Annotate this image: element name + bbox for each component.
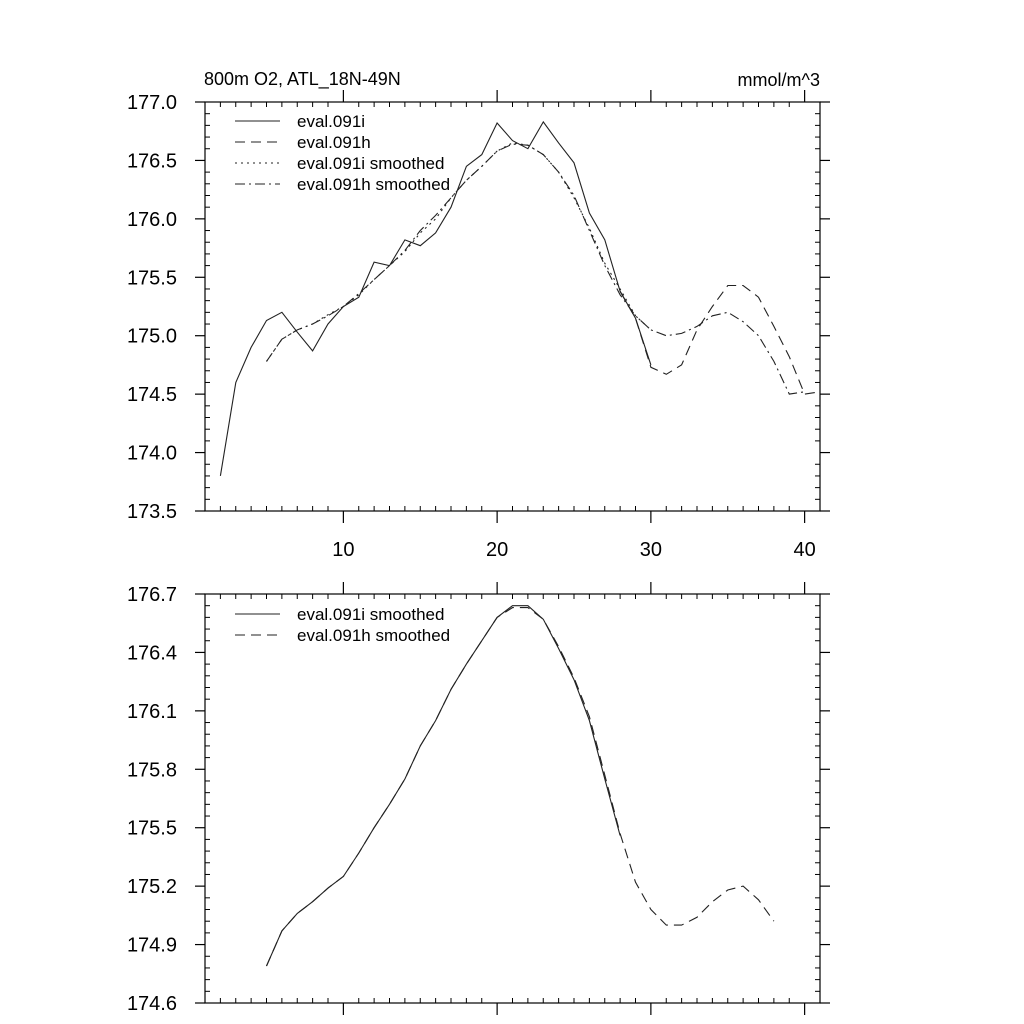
bottom-panel — [127, 582, 830, 1015]
chart-title: 800m O2, ATL_18N-49N — [204, 69, 401, 89]
series-line — [267, 608, 774, 966]
x-tick-label: 10 — [332, 539, 355, 561]
y-tick-label: 175.8 — [126, 759, 177, 782]
legend-label: eval.091h — [297, 133, 371, 152]
series-line — [620, 286, 820, 395]
legend-label: eval.091i smoothed — [297, 154, 445, 173]
top-panel — [127, 90, 830, 561]
y-tick-label: 177.0 — [126, 92, 177, 114]
y-tick-label: 174.9 — [126, 934, 177, 957]
x-tick-label: 30 — [639, 539, 662, 561]
y-tick-label: 175.0 — [126, 325, 177, 348]
legend-label: eval.091i smoothed — [297, 605, 445, 624]
y-tick-label: 175.2 — [126, 876, 177, 899]
series-line — [267, 606, 621, 966]
y-tick-label: 174.5 — [126, 384, 177, 407]
y-tick-label: 175.5 — [126, 267, 177, 290]
legend-label: eval.091h smoothed — [297, 175, 451, 194]
y-tick-label: 175.5 — [126, 817, 177, 840]
plot-frame — [205, 594, 820, 1003]
legend-label: eval.091h smoothed — [297, 626, 451, 645]
y-tick-label: 173.5 — [126, 501, 177, 523]
legend-label: eval.091i — [297, 112, 366, 131]
y-tick-label: 176.7 — [126, 584, 177, 606]
y-tick-label: 176.1 — [126, 700, 177, 723]
y-tick-label: 176.0 — [126, 208, 177, 231]
y-tick-label: 174.0 — [126, 442, 177, 465]
y-tick-label: 174.6 — [126, 993, 177, 1015]
units-label: mmol/m^3 — [737, 70, 820, 90]
y-tick-label: 176.4 — [126, 642, 177, 665]
y-tick-label: 176.5 — [126, 150, 177, 173]
x-tick-label: 40 — [793, 539, 816, 561]
x-tick-label: 20 — [486, 539, 509, 561]
